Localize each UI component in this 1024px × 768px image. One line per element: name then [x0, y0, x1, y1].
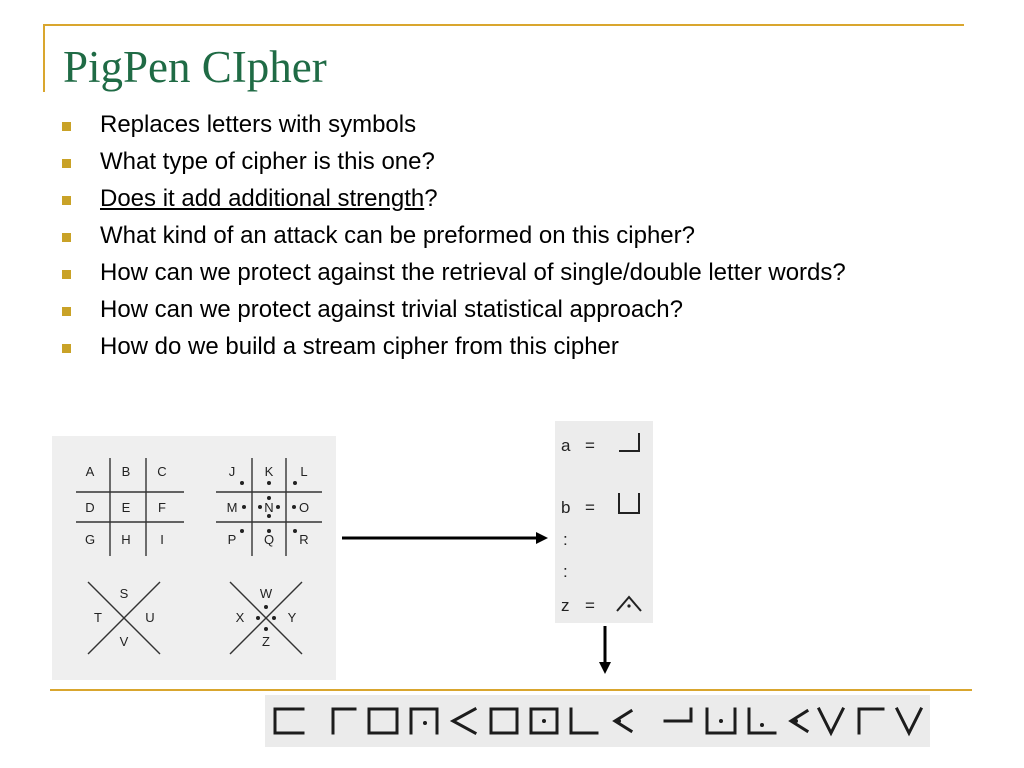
ciphertext-figure — [265, 695, 930, 747]
grid2-cell-label: O — [298, 500, 310, 515]
legend-equals: = — [585, 596, 595, 615]
bullet-item: Replaces letters with symbols — [62, 112, 922, 138]
pigpen-key-figure — [52, 436, 336, 680]
symbol-legend-svg — [555, 421, 653, 623]
x2-label: Y — [287, 610, 297, 625]
x1-label: V — [119, 634, 129, 649]
bullet-square-icon — [62, 196, 71, 205]
bullet-square-icon — [62, 307, 71, 316]
pigpen-key-svg — [52, 436, 336, 680]
grid1-cell-label: B — [121, 464, 131, 479]
grid1-cell-label: A — [85, 464, 95, 479]
legend-ellipsis: : — [563, 530, 568, 549]
symbol-z-icon — [617, 597, 641, 611]
bullet-square-icon — [62, 159, 71, 168]
ciphertext-svg — [265, 695, 930, 747]
underlined-phrase: Does it add additional strength — [100, 185, 425, 212]
bullet-square-icon — [62, 344, 71, 353]
x2-label: W — [259, 586, 273, 601]
grid2-cell-label: J — [228, 464, 236, 479]
grid1-cell-label: F — [158, 500, 166, 515]
legend-letter: b — [561, 498, 571, 517]
grid2-cell-label: R — [299, 532, 309, 547]
grid1-cell-label: H — [121, 532, 131, 547]
bullet-item: How do we build a stream cipher from this cipher — [62, 334, 922, 360]
bullet-item: What kind of an attack can be preformed on this cipher? — [62, 223, 922, 249]
grid2-cell-label: P — [227, 532, 237, 547]
x2-label: X — [235, 610, 245, 625]
x1-label: U — [145, 610, 155, 625]
x1-label: T — [94, 610, 102, 625]
legend-letter: z — [561, 596, 570, 615]
grid2-cell-label: Q — [263, 532, 275, 547]
slide-title: PigPen CIpher — [63, 42, 327, 92]
bullet-square-icon — [62, 270, 71, 279]
symbol-legend-figure — [555, 421, 653, 623]
x2-label: Z — [262, 634, 270, 649]
legend-equals: = — [585, 498, 595, 517]
grid2-cell-label: K — [264, 464, 274, 479]
bullet-item: What type of cipher is this one? — [62, 149, 922, 175]
grid1-cell-label: C — [157, 464, 167, 479]
top-rule — [44, 24, 964, 26]
legend-equals: = — [585, 436, 595, 455]
legend-ellipsis: : — [563, 562, 568, 581]
grid1-cell-label: E — [121, 500, 131, 515]
right-arrow-icon — [340, 528, 550, 548]
grid1-cell-label: I — [160, 532, 164, 547]
bullet-square-icon — [62, 233, 71, 242]
grid2-cell-label: M — [226, 500, 238, 515]
grid2-cell-label: L — [300, 464, 308, 479]
bullet-item: How can we protect against the retrieval of single/double letter words? — [62, 260, 922, 286]
legend-letter: a — [561, 436, 571, 455]
symbol-b-icon — [619, 493, 639, 513]
bullet-list — [62, 112, 922, 371]
symbol-a-icon — [619, 433, 639, 451]
grid2-cell-label: N — [264, 500, 274, 515]
bullet-square-icon — [62, 122, 71, 131]
grid1-cell-label: D — [85, 500, 95, 515]
x1-label: S — [119, 586, 129, 601]
bullet-item: Does it add additional strength? — [62, 186, 922, 212]
grid1-cell-label: G — [84, 532, 96, 547]
down-arrow-icon — [597, 626, 613, 676]
left-rule — [43, 24, 45, 92]
bottom-rule — [50, 689, 972, 691]
bullet-item: How can we protect against trivial statistical approach? — [62, 297, 922, 323]
